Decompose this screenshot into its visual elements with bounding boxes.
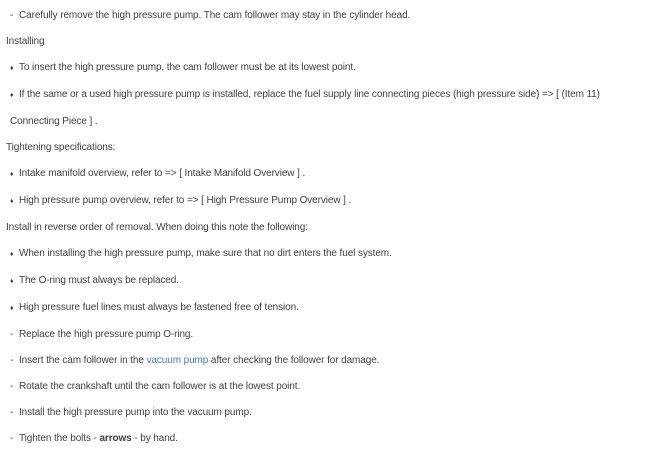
diamond-marker: ♦: [10, 92, 14, 99]
text-segment: Replace the high pressure pump O-ring.: [19, 329, 194, 340]
text-segment: High pressure pump overview, refer to =>: [19, 195, 202, 206]
list-item: [0, 400, 650, 426]
text-segment: To insert the high pressure pump, the cam follower must be at its lowest point.: [19, 62, 356, 73]
vacuum-pump-link[interactable]: vacuum pump: [146, 355, 209, 366]
list-item: [0, 55, 650, 82]
list-item: [0, 241, 650, 268]
list-item: [0, 268, 650, 295]
text-segment: .: [299, 168, 306, 179]
manual-content: [0, 3, 650, 452]
dash-marker: -: [10, 381, 14, 392]
dash-marker: -: [10, 433, 14, 444]
list-item: [0, 82, 650, 135]
diamond-marker: ♦: [10, 251, 14, 258]
reference-link[interactable]: [ Intake Manifold Overview ]: [179, 168, 300, 179]
text-segment: - by hand.: [131, 433, 178, 444]
diamond-marker: ♦: [10, 198, 14, 205]
diamond-marker: ♦: [10, 278, 14, 285]
text-segment: after checking the follower for damage.: [208, 355, 380, 366]
dash-marker: -: [10, 355, 14, 366]
diamond-marker: ♦: [10, 65, 14, 72]
paragraph-line: [0, 29, 650, 55]
list-item: [0, 348, 650, 374]
list-item: [0, 161, 650, 188]
reference-link[interactable]: [ (Item 11) Connecting Piece ]: [10, 89, 603, 127]
text-segment: If the same or a used high pressure pump is installed, replace the fuel supply line connecting pieces (high pressure side) =>: [19, 89, 557, 100]
diamond-marker: ♦: [10, 305, 14, 312]
text-segment: Installing: [6, 36, 45, 47]
paragraph-line: [0, 215, 650, 241]
dash-marker: -: [10, 10, 14, 21]
text-segment: The O-ring must always be replaced.: [19, 275, 179, 286]
list-item: [0, 188, 650, 215]
list-item: [0, 426, 650, 452]
diamond-marker: ♦: [10, 171, 14, 178]
text-segment: Intake manifold overview, refer to =>: [19, 168, 180, 179]
text-segment: When installing the high pressure pump, make sure that no dirt enters the fuel system.: [19, 248, 392, 259]
text-segment: Insert the cam follower in the: [19, 355, 147, 366]
text-segment: Tightening specifications:: [6, 142, 116, 153]
paragraph-line: [0, 135, 650, 161]
list-item: [0, 374, 650, 400]
text-segment: High pressure fuel lines must always be fastened free of tension.: [19, 302, 299, 313]
text-segment: Install the high pressure pump into the vacuum pump.: [19, 407, 252, 418]
list-item: [0, 295, 650, 322]
bold-text: arrows: [99, 433, 132, 444]
dash-marker: -: [10, 329, 14, 340]
text-segment: Tighten the bolts -: [19, 433, 100, 444]
text-segment: Rotate the crankshaft until the cam follower is at the lowest point.: [19, 381, 301, 392]
text-segment: .: [92, 116, 98, 127]
list-item: [0, 322, 650, 348]
text-segment: .: [345, 195, 352, 206]
reference-link[interactable]: [ High Pressure Pump Overview ]: [201, 195, 346, 206]
text-segment: Carefully remove the high pressure pump. The cam follower may stay in the cylinder head.: [19, 10, 411, 21]
text-segment: Install in reverse order of removal. When doing this note the following:: [6, 222, 308, 233]
dash-marker: -: [10, 407, 14, 418]
list-item: [0, 3, 650, 29]
